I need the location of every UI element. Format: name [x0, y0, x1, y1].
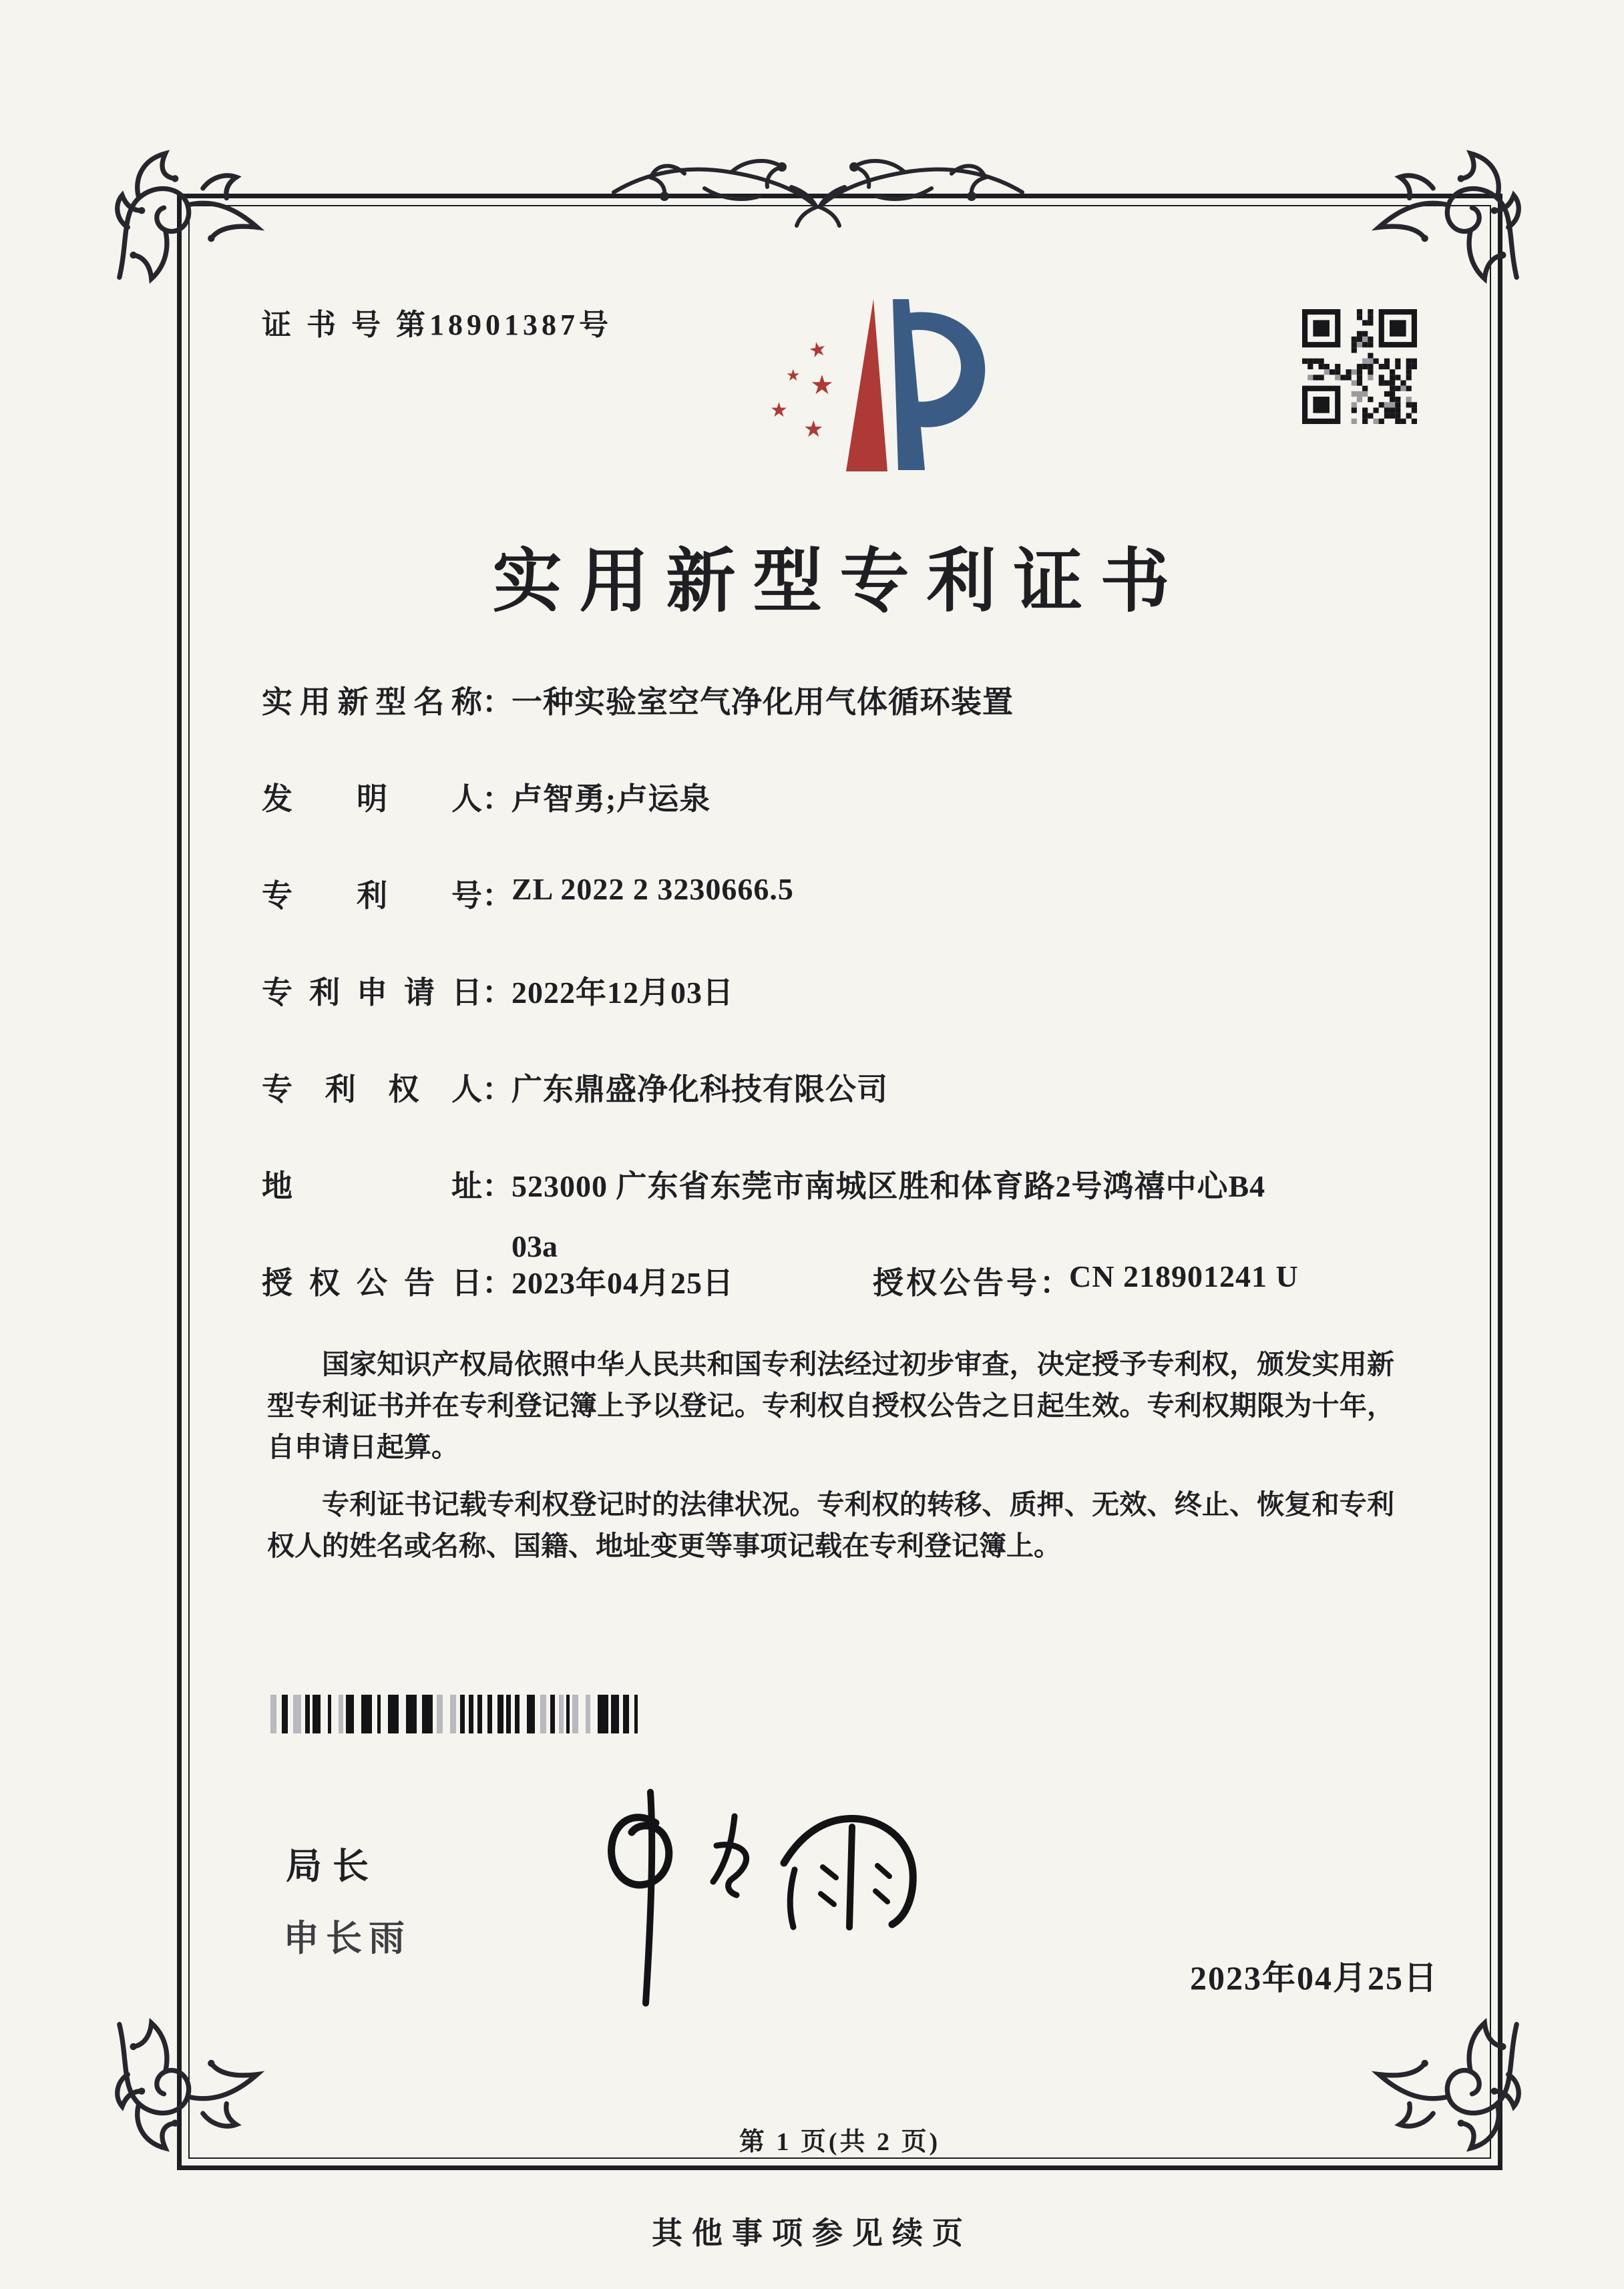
field-row-address: [262, 1162, 1410, 1264]
field-value: ZL 2022 2 3230666.5: [512, 872, 794, 906]
field-label: 地址: [262, 1169, 482, 1203]
field-label: 授权公告日: [262, 1266, 482, 1300]
field-label: 授权公告号: [873, 1266, 1040, 1300]
svg-text:★: ★: [803, 416, 824, 443]
svg-text:★: ★: [786, 366, 801, 385]
director-handwritten-signature-icon: [514, 1782, 955, 2012]
legal-paragraph-2: 专利证书记载专利权登记时的法律状况。专利权的转移、质押、无效、终止、恢复和专利权人的姓名或名称、国籍、地址变更等事项记载在专利登记簿上。: [267, 1489, 1394, 1561]
field-row-grant-date-and-number: [262, 1259, 1410, 1303]
field-value: 2022年12月03日: [512, 976, 734, 1010]
certificate-number: 证 书 号 第18901387号: [262, 308, 612, 341]
legal-text-block: [267, 1343, 1394, 1583]
field-value: 广东鼎盛净化科技有限公司: [512, 1072, 888, 1106]
field-colon: ：: [482, 1266, 513, 1300]
legal-paragraph-1: 国家知识产权局依照中华人民共和国专利法经过初步审查，决定授予专利权，颁发实用新型专利证书并在专利登记簿上予以登记。专利权自授权公告之日起生效。专利权期限为十年，自申请日起算。: [267, 1349, 1394, 1462]
field-row-filing-date: [262, 968, 1410, 1012]
certificate-title: 实用新型专利证书: [492, 544, 1187, 620]
field-row-patentee: [262, 1065, 1410, 1109]
field-value-line2: 03a: [512, 1229, 558, 1263]
field-row-patent-number: [262, 871, 1410, 915]
barcode-icon: [270, 1695, 644, 1733]
continuation-note: 其他事项参见续页: [652, 2216, 972, 2250]
field-label: 专利号: [262, 879, 482, 913]
page-number: 第 1 页(共 2 页): [739, 2128, 941, 2156]
field-colon: ：: [482, 1072, 513, 1106]
director-title-label: 局长: [286, 1846, 379, 1886]
field-row-utility-model-name: [262, 678, 1410, 722]
field-label: 实用新型名称: [262, 685, 482, 719]
field-value: 2023年04月25日: [512, 1266, 734, 1300]
field-value: 523000 广东省东莞市南城区胜和体育路2号鸿禧中心B4: [512, 1169, 1266, 1203]
director-printed-name: 申长雨: [283, 1918, 411, 1958]
qr-code-icon: [1302, 309, 1417, 424]
field-colon: ：: [482, 685, 513, 719]
field-label: 专利申请日: [262, 976, 482, 1010]
field-colon: ：: [482, 782, 513, 816]
field-colon: ：: [482, 1169, 513, 1203]
svg-text:★: ★: [810, 370, 834, 401]
field-colon: ：: [482, 976, 513, 1010]
field-label: 专利权人: [262, 1072, 482, 1106]
field-label: 发明人: [262, 782, 482, 816]
field-value: 一种实验室空气净化用气体循环装置: [512, 685, 1014, 719]
issue-date: 2023年04月25日: [1190, 1959, 1438, 1997]
field-colon: ：: [482, 879, 513, 913]
field-value: 卢智勇;卢运泉: [512, 782, 711, 816]
field-row-inventor: [262, 775, 1410, 819]
svg-text:★: ★: [770, 399, 788, 422]
svg-text:★: ★: [806, 337, 829, 364]
cnipa-patent-logo-icon: [738, 292, 992, 486]
field-value: CN 218901241 U: [1069, 1259, 1299, 1293]
field-colon: ：: [1040, 1266, 1070, 1300]
field-grant-number: [873, 1259, 1299, 1303]
